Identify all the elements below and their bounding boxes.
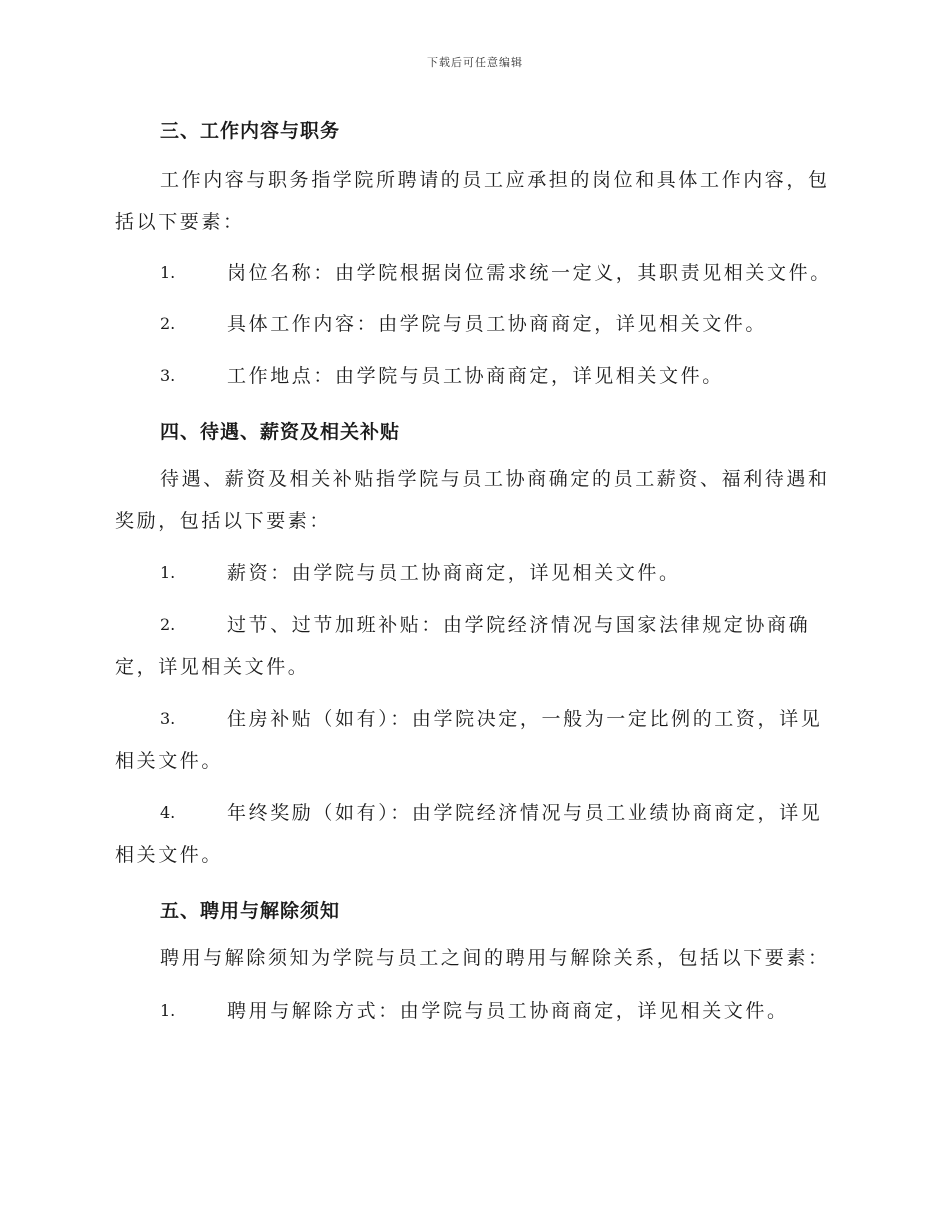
list-item — [115, 355, 835, 397]
list-text: 聘用与解除方式：由学院与员工协商商定，详见相关文件。 — [227, 1000, 789, 1022]
section-intro: 待遇、薪资及相关补贴指学院与员工协商确定的员工薪资、福利待遇和奖励，包括以下要素： — [115, 468, 830, 532]
section-heading: 五、聘用与解除须知 — [160, 900, 341, 922]
page-header: 下载后可任意编辑 — [427, 56, 523, 69]
list-number: 3. — [160, 709, 176, 728]
list-item — [115, 604, 835, 688]
list-item — [115, 698, 835, 782]
list-text: 工作地点：由学院与员工协商商定，详见相关文件。 — [227, 365, 724, 387]
list-number: 1. — [160, 563, 176, 582]
list-text: 年终奖励（如有）：由学院经济情况与员工业绩协商商定，详见相关文件。 — [115, 802, 823, 866]
list-number: 1. — [160, 263, 176, 282]
list-number: 2. — [160, 314, 176, 333]
list-text: 住房补贴（如有）：由学院决定，一般为一定比例的工资，详见相关文件。 — [115, 708, 823, 772]
section-heading: 三、工作内容与职务 — [160, 120, 341, 142]
list-item — [115, 990, 835, 1032]
list-number: 1. — [160, 1001, 176, 1020]
list-item — [115, 252, 835, 294]
list-text: 薪资：由学院与员工协商商定，详见相关文件。 — [227, 562, 681, 584]
list-item — [115, 792, 835, 876]
list-text: 岗位名称：由学院根据岗位需求统一定义，其职责见相关文件。 — [227, 262, 832, 284]
list-item — [115, 303, 835, 345]
section-intro: 工作内容与职务指学院所聘请的员工应承担的岗位和具体工作内容，包括以下要素： — [115, 169, 830, 233]
list-item — [115, 552, 835, 594]
section-intro: 聘用与解除须知为学院与员工之间的聘用与解除关系，包括以下要素： — [160, 947, 830, 969]
list-number: 3. — [160, 366, 176, 385]
list-text: 具体工作内容：由学院与员工协商商定，详见相关文件。 — [227, 313, 768, 335]
list-text: 过节、过节加班补贴：由学院经济情况与国家法律规定协商确定，详见相关文件。 — [115, 614, 811, 678]
list-number: 2. — [160, 615, 176, 634]
section-heading: 四、待遇、薪资及相关补贴 — [160, 421, 401, 443]
list-number: 4. — [160, 803, 176, 822]
